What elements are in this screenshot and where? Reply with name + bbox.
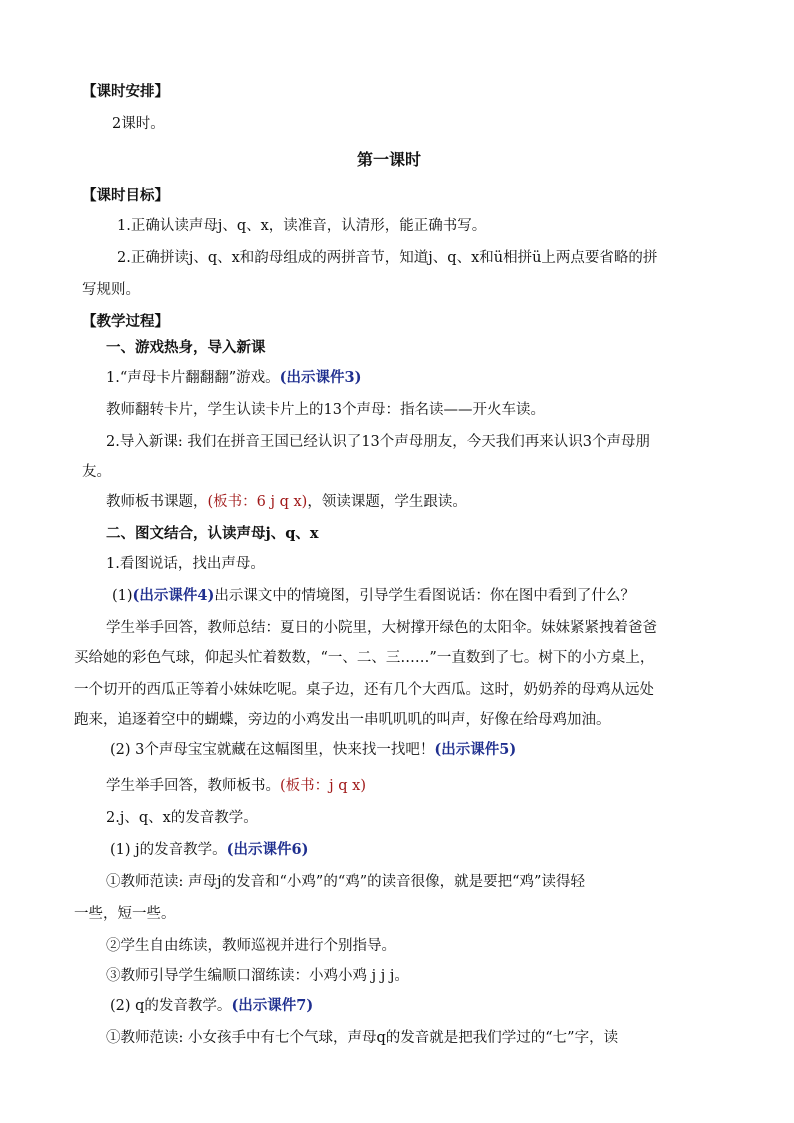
text: 出示课文中的情境图，引导学生看图说话：你在图中看到了什么？ [214,588,635,604]
courseware-ref: (出示课件3) [279,369,362,386]
part-1-title: 一、游戏热身，导入新课 [106,339,266,356]
paragraph-line: 学生举手回答，教师总结：夏日的小院里，大树撑开绿色的太阳伞。妹妹紧紧拽着爸爸 [106,620,657,636]
goal-2-line-2: 写规则。 [82,282,140,298]
board-note: (板书：j q x) [280,778,366,794]
heading-process: 【教学过程】 [82,313,169,330]
schedule-text: 2课时。 [112,116,165,132]
text: 1.“声母卡片翻翻翻”游戏。 [106,370,280,386]
text: 学生举手回答，教师板书。 [106,778,280,794]
paragraph-line: 2.导入新课: 我们在拼音王国已经认识了13个声母朋友，今天我们再来认识3个声母朋 [106,434,651,450]
text: (1) [112,588,133,604]
paragraph-line: 教师翻转卡片，学生认读卡片上的13个声母：指名读——开火车读。 [106,402,545,418]
paragraph-line: 买给她的彩色气球，仰起头忙着数数，“一、二、三……”一直数到了七。树下的小方桌上， [74,650,655,666]
paragraph-line [106,368,361,388]
paragraph-line: ②学生自由练读，教师巡视并进行个别指导。 [106,938,396,954]
courseware-ref: (出示课件4) [132,587,215,604]
paragraph-line [110,996,313,1016]
courseware-ref: (出示课件5) [434,741,517,758]
paragraph-line: 1.看图说话，找出声母。 [106,556,265,572]
paragraph-line: 一些，短一些。 [74,906,176,922]
courseware-ref: (出示课件6) [226,841,309,858]
text: (2) 3个声母宝宝就藏在这幅图里，快来找一找吧！ [110,742,435,758]
paragraph-line [106,776,366,796]
heading-schedule: 【课时安排】 [82,83,169,100]
paragraph-line: ①教师范读: 声母j的发音和“小鸡”的“鸡”的读音很像，就是要把“鸡”读得轻 [106,874,585,890]
text: (2) q的发音教学。 [110,998,232,1014]
part-2-title: 二、图文结合，认读声母j、q、x [106,525,319,542]
paragraph-line [112,586,635,606]
goal-1: 1.正确认读声母j、q、x，读准音，认清形，能正确书写。 [117,218,487,234]
board-note: (板书：6 j q x) [207,494,308,510]
courseware-ref: (出示课件7) [231,997,314,1014]
text: 教师板书课题， [106,494,208,510]
paragraph-line: ①教师范读: 小女孩手中有七个气球，声母q的发音就是把我们学过的“七”字，读 [106,1030,619,1046]
paragraph-line: 跑来，追逐着空中的蝴蝶，旁边的小鸡发出一串叽叽叽的叫声，好像在给母鸡加油。 [74,712,611,728]
text: (1) j的发音教学。 [110,842,227,858]
section-title: 第一课时 [357,150,422,169]
paragraph-line [110,740,516,760]
text: ，领读课题，学生跟读。 [307,494,467,510]
paragraph-line: 友。 [82,464,111,480]
paragraph-line [106,492,467,512]
paragraph-line: ③教师引导学生编顺口溜练读：小鸡小鸡 j j j。 [106,968,409,984]
goal-2-line-1: 2.正确拼读j、q、x和韵母组成的两拼音节，知道j、q、x和ü相拼ü上两点要省略的拼 [117,250,658,266]
heading-goals: 【课时目标】 [82,187,169,204]
paragraph-line [110,840,308,860]
paragraph-line: 一个切开的西瓜正等着小妹妹吃呢。桌子边，还有几个大西瓜。这时，奶奶养的母鸡从远处 [74,682,654,698]
paragraph-line: 2.j、q、x的发音教学。 [106,810,258,826]
